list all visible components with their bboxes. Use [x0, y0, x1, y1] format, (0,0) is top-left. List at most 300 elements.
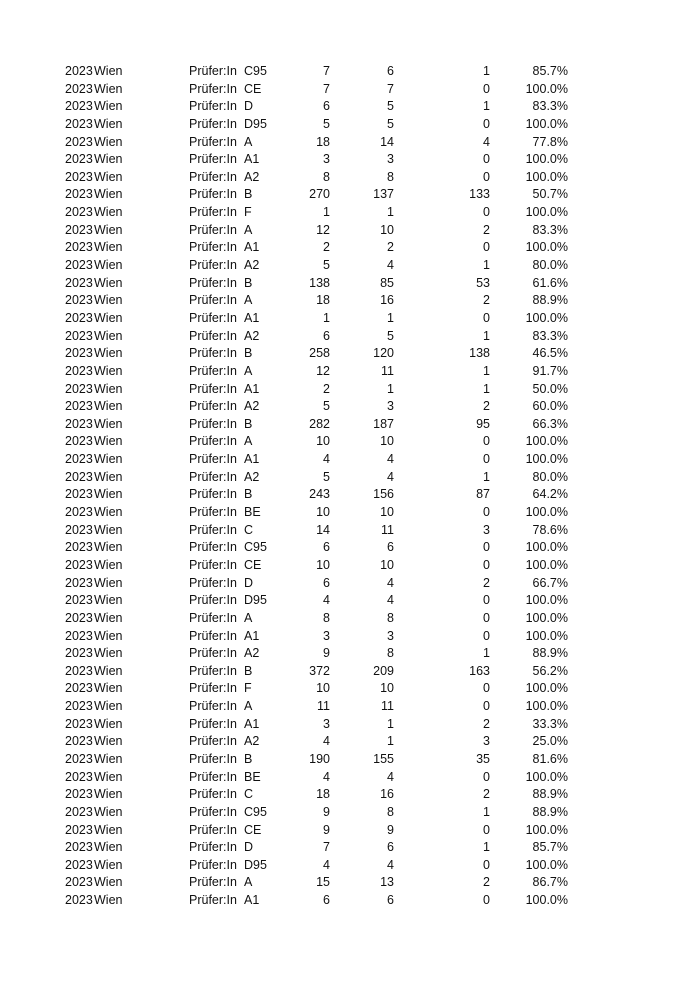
failed-cell: 1: [483, 469, 490, 484]
class-cell: A1: [244, 310, 260, 325]
class-cell: B: [244, 663, 253, 678]
role-cell: Prüfer:In: [189, 840, 237, 855]
year-cell: 2023: [65, 187, 93, 202]
passed-cell: 8: [387, 610, 394, 625]
failed-cell: 0: [483, 893, 490, 908]
year-cell: 2023: [65, 804, 93, 819]
year-cell: 2023: [65, 663, 93, 678]
class-cell: A1: [244, 452, 260, 467]
data-table: [0, 63, 700, 910]
class-cell: A1: [244, 240, 260, 255]
rate-cell: 100.0%: [525, 628, 568, 643]
total-cell: 18: [316, 787, 330, 802]
role-cell: Prüfer:In: [189, 363, 237, 378]
passed-cell: 3: [387, 152, 394, 167]
class-cell: C95: [244, 804, 267, 819]
table-row: [0, 416, 700, 434]
total-cell: 11: [317, 699, 330, 714]
failed-cell: 2: [483, 222, 490, 237]
role-cell: Prüfer:In: [189, 328, 237, 343]
role-cell: Prüfer:In: [189, 152, 237, 167]
rate-cell: 33.3%: [532, 716, 568, 731]
year-cell: 2023: [65, 469, 93, 484]
role-cell: Prüfer:In: [189, 557, 237, 572]
rate-cell: 100.0%: [525, 205, 568, 220]
failed-cell: 95: [476, 416, 490, 431]
year-cell: 2023: [65, 222, 93, 237]
total-cell: 5: [323, 258, 330, 273]
role-cell: Prüfer:In: [189, 452, 237, 467]
city-cell: Wien: [94, 205, 123, 220]
year-cell: 2023: [65, 64, 93, 78]
class-cell: B: [244, 187, 253, 202]
city-cell: Wien: [94, 557, 123, 572]
rate-cell: 88.9%: [532, 787, 568, 802]
table-row: [0, 716, 700, 734]
year-cell: 2023: [65, 769, 93, 784]
failed-cell: 1: [483, 381, 490, 396]
passed-cell: 10: [380, 681, 394, 696]
class-cell: B: [244, 751, 253, 766]
city-cell: Wien: [94, 222, 123, 237]
failed-cell: 2: [483, 399, 490, 414]
class-cell: A: [244, 699, 253, 714]
total-cell: 4: [323, 452, 330, 467]
class-cell: A: [244, 222, 253, 237]
total-cell: 7: [323, 81, 330, 96]
failed-cell: 0: [483, 434, 490, 449]
city-cell: Wien: [94, 169, 123, 184]
rate-cell: 100.0%: [525, 822, 568, 837]
role-cell: Prüfer:In: [189, 822, 237, 837]
total-cell: 14: [316, 522, 330, 537]
total-cell: 4: [323, 593, 330, 608]
failed-cell: 2: [483, 787, 490, 802]
class-cell: A2: [244, 469, 260, 484]
total-cell: 243: [309, 487, 330, 502]
role-cell: Prüfer:In: [189, 64, 237, 78]
total-cell: 15: [316, 875, 330, 890]
failed-cell: 0: [483, 822, 490, 837]
city-cell: Wien: [94, 293, 123, 308]
year-cell: 2023: [65, 116, 93, 131]
city-cell: Wien: [94, 893, 123, 908]
class-cell: A1: [244, 716, 260, 731]
passed-cell: 4: [387, 769, 394, 784]
table-row: [0, 804, 700, 822]
class-cell: D: [244, 99, 254, 114]
role-cell: Prüfer:In: [189, 434, 237, 449]
class-cell: A1: [244, 893, 260, 908]
failed-cell: 3: [483, 522, 490, 537]
total-cell: 8: [323, 610, 330, 625]
class-cell: A2: [244, 258, 260, 273]
total-cell: 270: [309, 187, 330, 202]
passed-cell: 8: [387, 169, 394, 184]
year-cell: 2023: [65, 81, 93, 96]
city-cell: Wien: [94, 628, 123, 643]
failed-cell: 0: [483, 116, 490, 131]
rate-cell: 100.0%: [525, 681, 568, 696]
table-row: [0, 363, 700, 381]
year-cell: 2023: [65, 893, 93, 908]
city-cell: Wien: [94, 593, 123, 608]
rate-cell: 85.7%: [532, 840, 568, 855]
passed-cell: 2: [387, 240, 394, 255]
role-cell: Prüfer:In: [189, 205, 237, 220]
rate-cell: 100.0%: [525, 240, 568, 255]
city-cell: Wien: [94, 857, 123, 872]
role-cell: Prüfer:In: [189, 187, 237, 202]
rate-cell: 100.0%: [525, 152, 568, 167]
role-cell: Prüfer:In: [189, 505, 237, 520]
city-cell: Wien: [94, 310, 123, 325]
passed-cell: 155: [373, 751, 394, 766]
city-cell: Wien: [94, 328, 123, 343]
table-row: [0, 733, 700, 751]
total-cell: 1: [323, 205, 330, 220]
failed-cell: 0: [483, 857, 490, 872]
table-row: [0, 610, 700, 628]
role-cell: Prüfer:In: [189, 310, 237, 325]
total-cell: 2: [323, 381, 330, 396]
total-cell: 7: [323, 840, 330, 855]
rate-cell: 78.6%: [532, 522, 568, 537]
table-row: [0, 275, 700, 293]
rate-cell: 100.0%: [525, 116, 568, 131]
failed-cell: 163: [469, 663, 490, 678]
rate-cell: 50.0%: [532, 381, 568, 396]
table-row: [0, 381, 700, 399]
year-cell: 2023: [65, 557, 93, 572]
table-row: [0, 451, 700, 469]
role-cell: Prüfer:In: [189, 610, 237, 625]
failed-cell: 0: [483, 452, 490, 467]
total-cell: 10: [316, 434, 330, 449]
class-cell: CE: [244, 557, 262, 572]
class-cell: B: [244, 416, 253, 431]
total-cell: 6: [323, 328, 330, 343]
city-cell: Wien: [94, 769, 123, 784]
passed-cell: 1: [387, 310, 394, 325]
table-row: [0, 328, 700, 346]
role-cell: Prüfer:In: [189, 381, 237, 396]
rate-cell: 85.7%: [532, 64, 568, 78]
year-cell: 2023: [65, 610, 93, 625]
city-cell: Wien: [94, 822, 123, 837]
total-cell: 138: [309, 275, 330, 290]
passed-cell: 10: [380, 222, 394, 237]
role-cell: Prüfer:In: [189, 804, 237, 819]
table-row: [0, 680, 700, 698]
table-row: [0, 186, 700, 204]
passed-cell: 6: [387, 64, 394, 78]
table-row: [0, 98, 700, 116]
passed-cell: 3: [387, 399, 394, 414]
city-cell: Wien: [94, 399, 123, 414]
total-cell: 10: [316, 681, 330, 696]
passed-cell: 7: [387, 81, 394, 96]
passed-cell: 156: [373, 487, 394, 502]
rate-cell: 77.8%: [532, 134, 568, 149]
failed-cell: 2: [483, 293, 490, 308]
failed-cell: 35: [476, 751, 490, 766]
role-cell: Prüfer:In: [189, 275, 237, 290]
rate-cell: 100.0%: [525, 81, 568, 96]
class-cell: D95: [244, 593, 267, 608]
role-cell: Prüfer:In: [189, 399, 237, 414]
failed-cell: 2: [483, 575, 490, 590]
failed-cell: 0: [483, 505, 490, 520]
class-cell: BE: [244, 769, 261, 784]
rate-cell: 100.0%: [525, 169, 568, 184]
rate-cell: 100.0%: [525, 452, 568, 467]
class-cell: B: [244, 487, 253, 502]
total-cell: 12: [316, 363, 330, 378]
class-cell: A: [244, 293, 253, 308]
city-cell: Wien: [94, 416, 123, 431]
year-cell: 2023: [65, 840, 93, 855]
table-row: [0, 257, 700, 275]
year-cell: 2023: [65, 363, 93, 378]
total-cell: 3: [323, 628, 330, 643]
city-cell: Wien: [94, 751, 123, 766]
rate-cell: 50.7%: [532, 187, 568, 202]
total-cell: 1: [323, 310, 330, 325]
rate-cell: 100.0%: [525, 893, 568, 908]
class-cell: A2: [244, 399, 260, 414]
total-cell: 7: [323, 64, 330, 78]
table-row: [0, 874, 700, 892]
city-cell: Wien: [94, 452, 123, 467]
year-cell: 2023: [65, 275, 93, 290]
table-row: [0, 169, 700, 187]
class-cell: F: [244, 205, 252, 220]
passed-cell: 1: [387, 381, 394, 396]
table-row: [0, 239, 700, 257]
table-row: [0, 433, 700, 451]
rate-cell: 86.7%: [532, 875, 568, 890]
table-row: [0, 839, 700, 857]
year-cell: 2023: [65, 293, 93, 308]
passed-cell: 5: [387, 99, 394, 114]
failed-cell: 133: [469, 187, 490, 202]
city-cell: Wien: [94, 787, 123, 802]
city-cell: Wien: [94, 505, 123, 520]
rate-cell: 83.3%: [532, 328, 568, 343]
total-cell: 190: [309, 751, 330, 766]
rate-cell: 100.0%: [525, 434, 568, 449]
failed-cell: 0: [483, 610, 490, 625]
class-cell: D: [244, 575, 254, 590]
rate-cell: 81.6%: [532, 751, 568, 766]
role-cell: Prüfer:In: [189, 540, 237, 555]
total-cell: 6: [323, 893, 330, 908]
passed-cell: 9: [387, 822, 394, 837]
role-cell: Prüfer:In: [189, 293, 237, 308]
city-cell: Wien: [94, 840, 123, 855]
table-row: [0, 222, 700, 240]
year-cell: 2023: [65, 99, 93, 114]
class-cell: A: [244, 875, 253, 890]
class-cell: A: [244, 610, 253, 625]
class-cell: CE: [244, 81, 262, 96]
year-cell: 2023: [65, 381, 93, 396]
table-row: [0, 575, 700, 593]
failed-cell: 0: [483, 681, 490, 696]
rate-cell: 100.0%: [525, 769, 568, 784]
class-cell: A2: [244, 734, 260, 749]
role-cell: Prüfer:In: [189, 240, 237, 255]
table-row: [0, 469, 700, 487]
city-cell: Wien: [94, 240, 123, 255]
city-cell: Wien: [94, 258, 123, 273]
rate-cell: 100.0%: [525, 699, 568, 714]
table-row: [0, 892, 700, 910]
city-cell: Wien: [94, 522, 123, 537]
role-cell: Prüfer:In: [189, 628, 237, 643]
table-row: [0, 486, 700, 504]
year-cell: 2023: [65, 857, 93, 872]
role-cell: Prüfer:In: [189, 593, 237, 608]
year-cell: 2023: [65, 505, 93, 520]
class-cell: F: [244, 681, 252, 696]
role-cell: Prüfer:In: [189, 716, 237, 731]
city-cell: Wien: [94, 540, 123, 555]
city-cell: Wien: [94, 875, 123, 890]
year-cell: 2023: [65, 258, 93, 273]
failed-cell: 0: [483, 769, 490, 784]
role-cell: Prüfer:In: [189, 99, 237, 114]
city-cell: Wien: [94, 610, 123, 625]
passed-cell: 16: [380, 293, 394, 308]
city-cell: Wien: [94, 187, 123, 202]
year-cell: 2023: [65, 522, 93, 537]
passed-cell: 1: [387, 716, 394, 731]
passed-cell: 8: [387, 804, 394, 819]
role-cell: Prüfer:In: [189, 893, 237, 908]
class-cell: C95: [244, 540, 267, 555]
city-cell: Wien: [94, 81, 123, 96]
rate-cell: 66.3%: [532, 416, 568, 431]
failed-cell: 1: [483, 840, 490, 855]
failed-cell: 1: [483, 64, 490, 78]
failed-cell: 0: [483, 557, 490, 572]
table-row: [0, 310, 700, 328]
city-cell: Wien: [94, 363, 123, 378]
class-cell: C95: [244, 64, 267, 78]
passed-cell: 13: [380, 875, 394, 890]
role-cell: Prüfer:In: [189, 116, 237, 131]
year-cell: 2023: [65, 593, 93, 608]
table-row: [0, 134, 700, 152]
role-cell: Prüfer:In: [189, 346, 237, 361]
passed-cell: 120: [373, 346, 394, 361]
table-row: [0, 769, 700, 787]
class-cell: A1: [244, 628, 260, 643]
role-cell: Prüfer:In: [189, 875, 237, 890]
city-cell: Wien: [94, 469, 123, 484]
year-cell: 2023: [65, 169, 93, 184]
failed-cell: 1: [483, 328, 490, 343]
city-cell: Wien: [94, 575, 123, 590]
role-cell: Prüfer:In: [189, 663, 237, 678]
total-cell: 6: [323, 575, 330, 590]
table-row: [0, 522, 700, 540]
class-cell: D95: [244, 857, 267, 872]
rate-cell: 100.0%: [525, 610, 568, 625]
year-cell: 2023: [65, 751, 93, 766]
table-row: [0, 398, 700, 416]
city-cell: Wien: [94, 681, 123, 696]
class-cell: A: [244, 363, 253, 378]
failed-cell: 87: [476, 487, 490, 502]
passed-cell: 1: [387, 205, 394, 220]
rate-cell: 100.0%: [525, 540, 568, 555]
role-cell: Prüfer:In: [189, 751, 237, 766]
passed-cell: 5: [387, 328, 394, 343]
table-row: [0, 204, 700, 222]
year-cell: 2023: [65, 646, 93, 661]
total-cell: 12: [316, 222, 330, 237]
total-cell: 6: [323, 99, 330, 114]
total-cell: 9: [323, 646, 330, 661]
passed-cell: 11: [381, 699, 394, 714]
failed-cell: 1: [483, 99, 490, 114]
role-cell: Prüfer:In: [189, 469, 237, 484]
passed-cell: 6: [387, 540, 394, 555]
table-row: [0, 645, 700, 663]
rate-cell: 88.9%: [532, 293, 568, 308]
total-cell: 4: [323, 857, 330, 872]
year-cell: 2023: [65, 346, 93, 361]
year-cell: 2023: [65, 416, 93, 431]
rate-cell: 100.0%: [525, 505, 568, 520]
rate-cell: 64.2%: [532, 487, 568, 502]
table-row: [0, 116, 700, 134]
year-cell: 2023: [65, 875, 93, 890]
class-cell: B: [244, 346, 253, 361]
city-cell: Wien: [94, 716, 123, 731]
city-cell: Wien: [94, 275, 123, 290]
passed-cell: 14: [380, 134, 394, 149]
passed-cell: 1: [387, 734, 394, 749]
class-cell: D: [244, 840, 254, 855]
failed-cell: 0: [483, 81, 490, 96]
failed-cell: 1: [483, 258, 490, 273]
rate-cell: 66.7%: [532, 575, 568, 590]
rate-cell: 88.9%: [532, 804, 568, 819]
role-cell: Prüfer:In: [189, 857, 237, 872]
failed-cell: 1: [483, 363, 490, 378]
table-row: [0, 557, 700, 575]
table-row: [0, 592, 700, 610]
rate-cell: 100.0%: [525, 857, 568, 872]
role-cell: Prüfer:In: [189, 769, 237, 784]
failed-cell: 0: [483, 240, 490, 255]
class-cell: C: [244, 522, 254, 537]
passed-cell: 6: [387, 840, 394, 855]
city-cell: Wien: [94, 116, 123, 131]
class-cell: A2: [244, 169, 260, 184]
failed-cell: 0: [483, 699, 490, 714]
rate-cell: 56.2%: [532, 663, 568, 678]
rate-cell: 46.5%: [532, 346, 568, 361]
total-cell: 3: [323, 152, 330, 167]
year-cell: 2023: [65, 699, 93, 714]
year-cell: 2023: [65, 152, 93, 167]
total-cell: 2: [323, 240, 330, 255]
